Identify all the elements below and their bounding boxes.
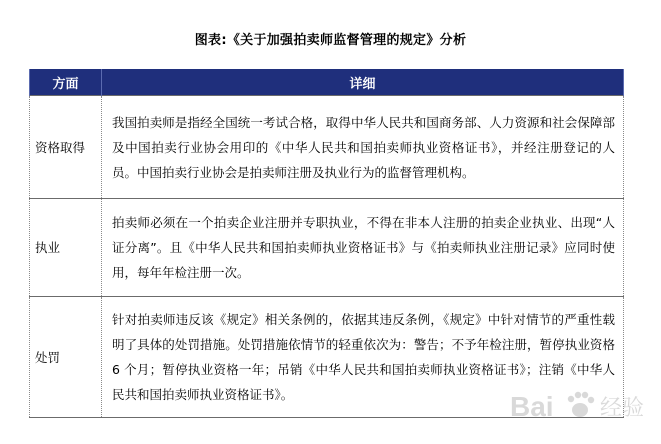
detail-cell: 我国拍卖师是指经全国统一考试合格，取得中华人民共和国商务部、人力资源和社会保障部及中国拍卖行业协会用印的《中华人民共和国拍卖师执业资格证书》，并经注册登记的人员。中国拍卖行业协会是拍卖师注册及执业行为的监督管理机构。	[102, 96, 624, 199]
baidu-paw-icon	[568, 392, 594, 417]
detail-cell: 拍卖师必须在一个拍卖企业注册并专职执业，不得在非本人注册的拍卖企业执业、出现“人证分离”。且《中华人民共和国拍卖师执业资格证书》与《拍卖师执业注册记录》应同时使用，每年年检注册一次。	[102, 199, 624, 297]
detail-cell: 针对拍卖师违反该《规定》相关条例的，依据其违反条例，《规定》中针对情节的严重性载明了具体的处罚措施。处罚措施依情节的轻重依次为：警告；不予年检注册，暂停执业资格 6 个月；暂停执业资格一年；吊销《中华人民共和国拍卖师执业资格证书》；注销《中华人民共和国拍卖师执业资格证书》。	[102, 297, 624, 418]
watermark-text: Bai	[510, 391, 554, 422]
aspect-cell: 资格取得	[30, 96, 102, 199]
table-header-row	[30, 69, 624, 96]
table-row	[30, 199, 624, 297]
regulation-analysis-table	[29, 69, 624, 418]
column-header-aspect: 方面	[30, 69, 102, 96]
document-title: 图表:《关于加强拍卖师监督管理的规定》分析	[194, 33, 467, 48]
aspect-cell: 处罚	[30, 297, 102, 418]
watermark-suffix: 经验	[600, 396, 645, 421]
column-header-detail: 详细	[102, 69, 624, 96]
baidu-jingyan-watermark	[510, 380, 650, 430]
table-row	[30, 96, 624, 199]
aspect-cell: 执业	[30, 199, 102, 297]
